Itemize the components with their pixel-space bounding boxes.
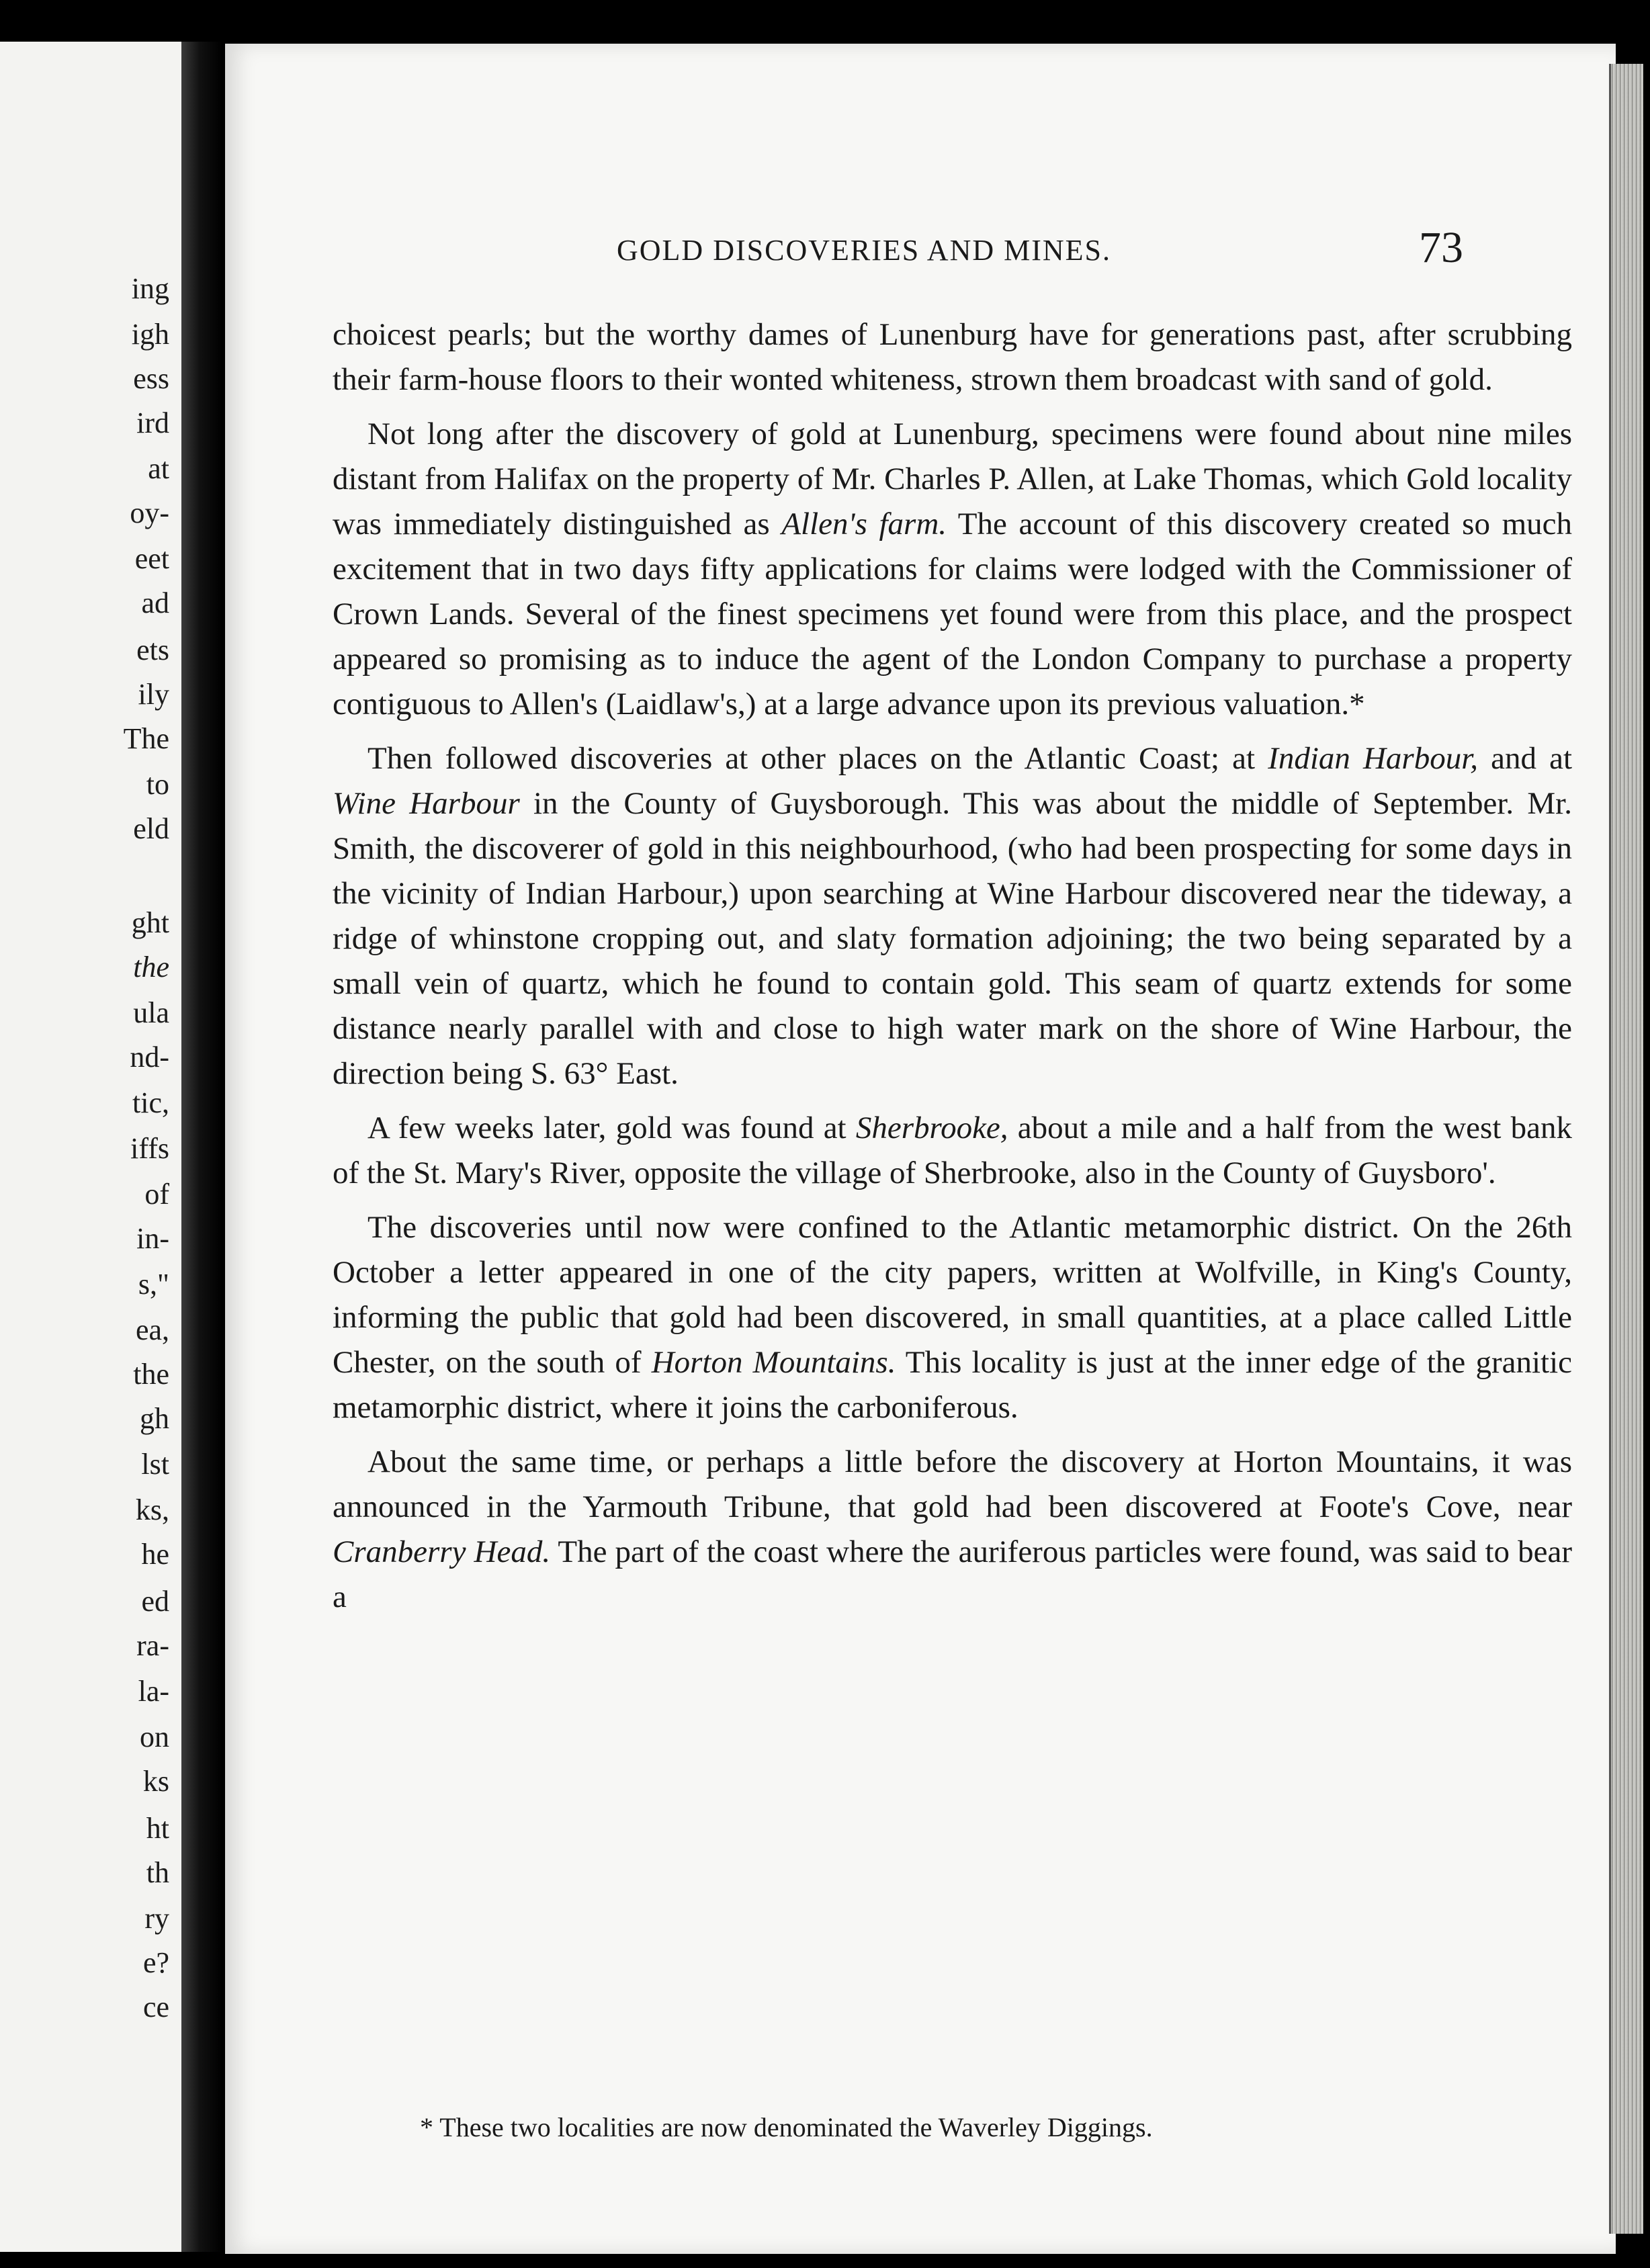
left-page-fragment: ht — [146, 1812, 169, 1845]
left-page-fragment: ad — [141, 586, 169, 619]
book-page — [225, 44, 1616, 2254]
left-page-fragment: on — [140, 1720, 169, 1753]
paragraph-2-emphasis: Allen's farm. — [781, 507, 947, 541]
left-page-fragment: la- — [138, 1675, 169, 1708]
paragraph-6 — [333, 1440, 1572, 1620]
paragraph-1 — [333, 312, 1572, 402]
paragraph-6-emphasis: Cranberry Head. — [333, 1534, 551, 1569]
paragraph-4-text-a: A few weeks later, gold was found at — [367, 1110, 856, 1145]
paragraph-3-text-a: Then followed discoveries at other places on the Atlantic Coast; at — [367, 741, 1268, 776]
left-page-fragment: igh — [131, 318, 169, 351]
left-page-fragment: ra- — [136, 1629, 169, 1662]
paragraph-5-text-a: The discoveries until now were confined to the Atlantic metamorphic district. On the 26th October a letter appeared in one of the city papers, written at Wolfville, in King's County, informing the public that gold had been discovered, in small quantities, at a place called Little Chester, on the south of — [333, 1210, 1572, 1380]
paragraph-3-emphasis-1: Indian Harbour, — [1268, 741, 1479, 776]
left-page-fragment: gh — [140, 1402, 169, 1435]
left-page-fragment: oy- — [130, 496, 169, 529]
left-page-fragment: iffs — [130, 1132, 169, 1165]
left-page-fragment: s," — [138, 1268, 169, 1301]
left-page-fragment: ks — [142, 1765, 169, 1798]
page-body — [333, 312, 1572, 1629]
paragraph-3 — [333, 736, 1572, 1096]
left-page-fragment: ea, — [135, 1313, 169, 1346]
left-page-fragment: lst — [141, 1448, 169, 1481]
left-page-fragment: nd- — [130, 1041, 169, 1074]
page-header-title: GOLD DISCOVERIES AND MINES. — [617, 234, 1112, 267]
footnote: * These two localities are now denominated the Waverley Diggings. — [420, 2112, 1153, 2142]
left-page-fragment: ess — [133, 362, 169, 395]
paragraph-5 — [333, 1205, 1572, 1430]
paragraph-2-text-b: The account of this discovery created so much excitement that in two days fifty applications for claims were lodged with the Commissioner of Crown Lands. Several of the finest specimens yet found were from this place, and the prospect appeared so promising as to induce the agent of the London Company to purchase a property contiguous to Allen's (Laidlaw's,) at a large advance upon its previous valuation.* — [333, 507, 1572, 722]
left-page-fragment: the — [133, 1358, 169, 1391]
paragraph-2 — [333, 412, 1572, 727]
paragraph-4-text-b: about a mile and a half from the west bank of the St. Mary's River, opposite the village of Sherbrooke, also in the County of Guysboro'. — [333, 1110, 1572, 1190]
paragraph-5-emphasis: Horton Mountains. — [651, 1345, 896, 1380]
left-page-fragment: tic, — [132, 1086, 169, 1119]
left-page-fragment: in- — [136, 1222, 169, 1255]
left-page-fragment: ce — [142, 1991, 169, 2023]
page-edges — [1609, 64, 1643, 2234]
paragraph-5-text-b: This locality is just at the inner edge of the granitic metamorphic district, where it joins the carboniferous. — [333, 1345, 1573, 1425]
left-page-fragment: he — [141, 1538, 169, 1571]
left-page-fragment: ing — [131, 272, 169, 305]
left-page-fragment: ird — [136, 406, 169, 439]
paragraph-1-text: choicest pearls; but the worthy dames of Lunenburg have for generations past, after scrubbing their farm-house floors to their wonted whiteness, strown them broadcast with sand of gold. — [333, 317, 1572, 397]
paragraph-4-emphasis: Sherbrooke, — [855, 1110, 1008, 1145]
left-page-fragment: ks, — [135, 1493, 169, 1526]
paragraph-6-text-b: The part of the coast where the auriferous particles were found, was said to bear a — [333, 1534, 1573, 1614]
paragraph-3-text-c: in the County of Guysborough. This was about the middle of September. Mr. Smith, the discoverer of gold in this neighbourhood, (who had been prospecting for some days in the vicinity of Indian Harbour,) upon searching at Wine Harbour discovered near the tideway, a ridge of whinstone cropping out, and slaty formation adjoining; the two being separated by a small vein of quartz, which he found to contain gold. This seam of quartz extends for some distance nearly parallel with and close to high water mark on the shore of Wine Harbour, the direction being S. 63° East. — [333, 786, 1572, 1091]
left-page-fragment: eld — [133, 812, 169, 845]
paragraph-2-text-a: Not long after the discovery of gold at Lunenburg, specimens were found about nine miles distant from Halifax on the property of Mr. Charles P. Allen, at Lake Thomas, which Gold locality was immediately distinguished as — [333, 417, 1572, 541]
paragraph-4 — [333, 1106, 1572, 1196]
left-page-fragment: ry — [144, 1902, 169, 1935]
left-facing-page — [0, 42, 181, 2252]
page-number: 73 — [1419, 223, 1463, 272]
left-page-fragment: e? — [142, 1946, 169, 1979]
left-page-fragment: eet — [134, 542, 169, 575]
left-page-fragment: th — [146, 1856, 169, 1889]
left-page-fragment: ily — [138, 678, 169, 711]
left-page-fragment: at — [148, 452, 169, 485]
left-page-fragment: ets — [136, 634, 169, 666]
left-page-fragment: ula — [133, 996, 169, 1029]
left-page-fragment: to — [146, 768, 169, 801]
paragraph-3-emphasis-2: Wine Harbour — [333, 786, 520, 821]
left-page-fragment: The — [123, 722, 169, 755]
left-page-fragment: ed — [141, 1585, 169, 1618]
paragraph-6-text-a: About the same time, or perhaps a little before the discovery at Horton Mountains, it was announced in the Yarmouth Tribune, that gold had been discovered at Foote's Cove, near — [333, 1444, 1572, 1524]
paragraph-3-text-b: and at — [1478, 741, 1572, 776]
left-page-fragment: the — [133, 951, 169, 984]
left-page-fragment: of — [144, 1178, 169, 1211]
book-gutter — [181, 42, 222, 2252]
left-page-fragment: ght — [131, 906, 169, 939]
